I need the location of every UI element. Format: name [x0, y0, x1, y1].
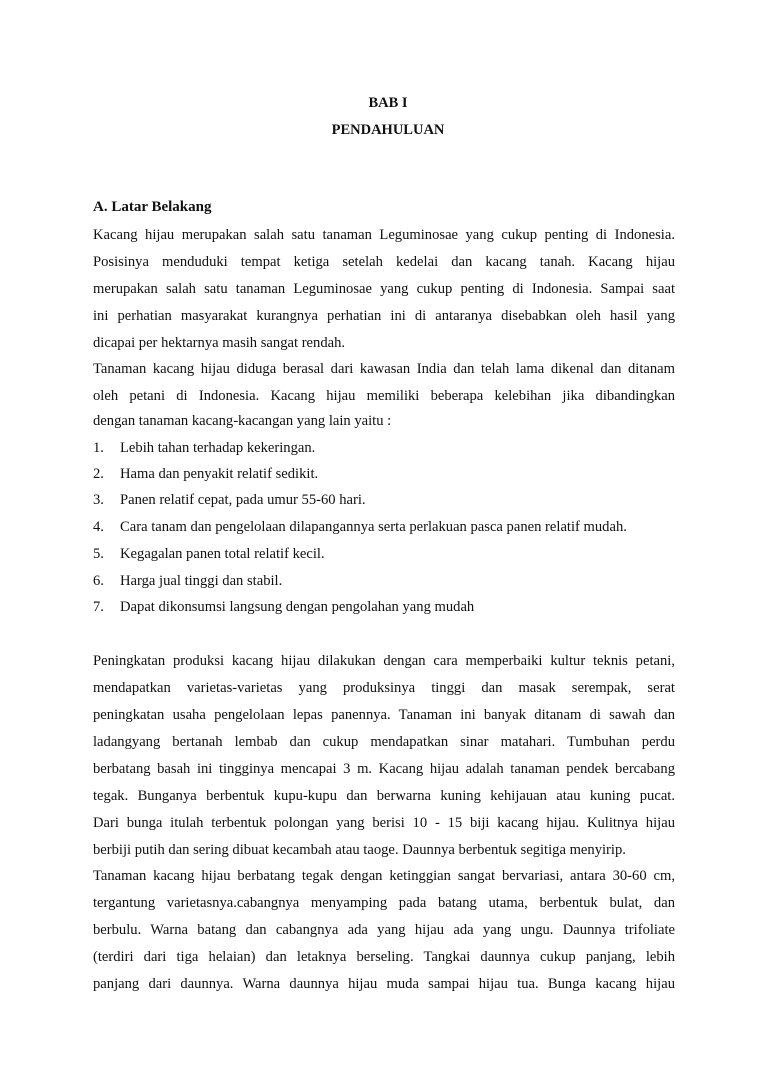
text-line: dengan tanaman kacang-kacangan yang lain yaitu :: [93, 413, 392, 429]
text-line: oleh petani di Indonesia. Kacang hijau memiliki beberapa kelebihan jika dibandingkan: [93, 388, 675, 404]
text-line: tergantung varietasnya.cabangnya menyamping pada batang utama, berbentuk bulat, dan: [93, 895, 675, 911]
list-item: 6. Harga jual tinggi dan stabil.: [93, 573, 283, 589]
list-item: 2. Hama dan penyakit relatif sedikit.: [93, 466, 319, 482]
list-item: 1. Lebih tahan terhadap kekeringan.: [93, 440, 316, 456]
list-item: 7. Dapat dikonsumsi langsung dengan pengolahan yang mudah: [93, 599, 475, 615]
text-line: berbulu. Warna batang dan cabangnya ada yang hijau ada yang ungu. Daunnya trifoliate: [93, 922, 675, 938]
text-line: Tanaman kacang hijau diduga berasal dari kawasan India dan telah lama dikenal dan ditanam: [93, 361, 675, 377]
text-line: Tanaman kacang hijau berbatang tegak dengan ketinggian sangat bervariasi, antara 30-60 cm,: [93, 868, 675, 884]
chapter-title: PENDAHULUAN: [331, 122, 445, 138]
text-line: berbiji putih dan sering dibuat kecambah atau taoge. Daunnya berbentuk segitiga menyirip.: [93, 842, 626, 858]
text-line: ini perhatian masyarakat kurangnya perhatian ini di antaranya disebabkan oleh hasil yang: [93, 308, 675, 324]
text-line: peningkatan usaha pengelolaan lepas panennya. Tanaman ini banyak ditanam di sawah dan: [93, 707, 675, 723]
text-line: panjang dari daunnya. Warna daunnya hijau muda sampai hijau tua. Bunga kacang hijau: [93, 976, 675, 992]
text-line: Peningkatan produksi kacang hijau dilakukan dengan cara memperbaiki kultur teknis petani,: [93, 653, 675, 669]
text-line: merupakan salah satu tanaman Leguminosae yang cukup penting di Indonesia. Sampai saat: [93, 281, 675, 297]
text-line: (terdiri dari tiga helaian) dan letaknya berseling. Tangkai daunnya cukup panjang, lebih: [93, 949, 675, 965]
text-line: berbatang basah ini tingginya mencapai 3 m. Kacang hijau adalah tanaman pendek bercabang: [93, 761, 675, 777]
text-line: dicapai per hektarnya masih sangat rendah.: [93, 335, 346, 351]
chapter-number: BAB I: [368, 95, 408, 111]
text-line: mendapatkan varietas-varietas yang produksinya tinggi dan masak serempak, serat: [93, 680, 675, 696]
list-item: 4. Cara tanam dan pengelolaan dilapangannya serta perlakuan pasca panen relatif mudah.: [93, 519, 627, 535]
text-line: Dari bunga itulah terbentuk polongan yang berisi 10 - 15 biji kacang hijau. Kulitnya hijau: [93, 815, 675, 831]
list-item: 3. Panen relatif cepat, pada umur 55-60 hari.: [93, 492, 366, 508]
section-heading: A. Latar Belakang: [93, 199, 212, 215]
text-line: tegak. Bunganya berbentuk kupu-kupu dan berwarna kuning kehijauan atau kuning pucat.: [93, 788, 675, 804]
text-line: Kacang hijau merupakan salah satu tanaman Leguminosae yang cukup penting di Indonesia.: [93, 227, 675, 243]
text-line: ladangyang bertanah lembab dan cukup mendapatkan sinar matahari. Tumbuhan perdu: [93, 734, 675, 750]
list-item: 5. Kegagalan panen total relatif kecil.: [93, 546, 325, 562]
text-line: Posisinya menduduki tempat ketiga setelah kedelai dan kacang tanah. Kacang hijau: [93, 254, 675, 270]
